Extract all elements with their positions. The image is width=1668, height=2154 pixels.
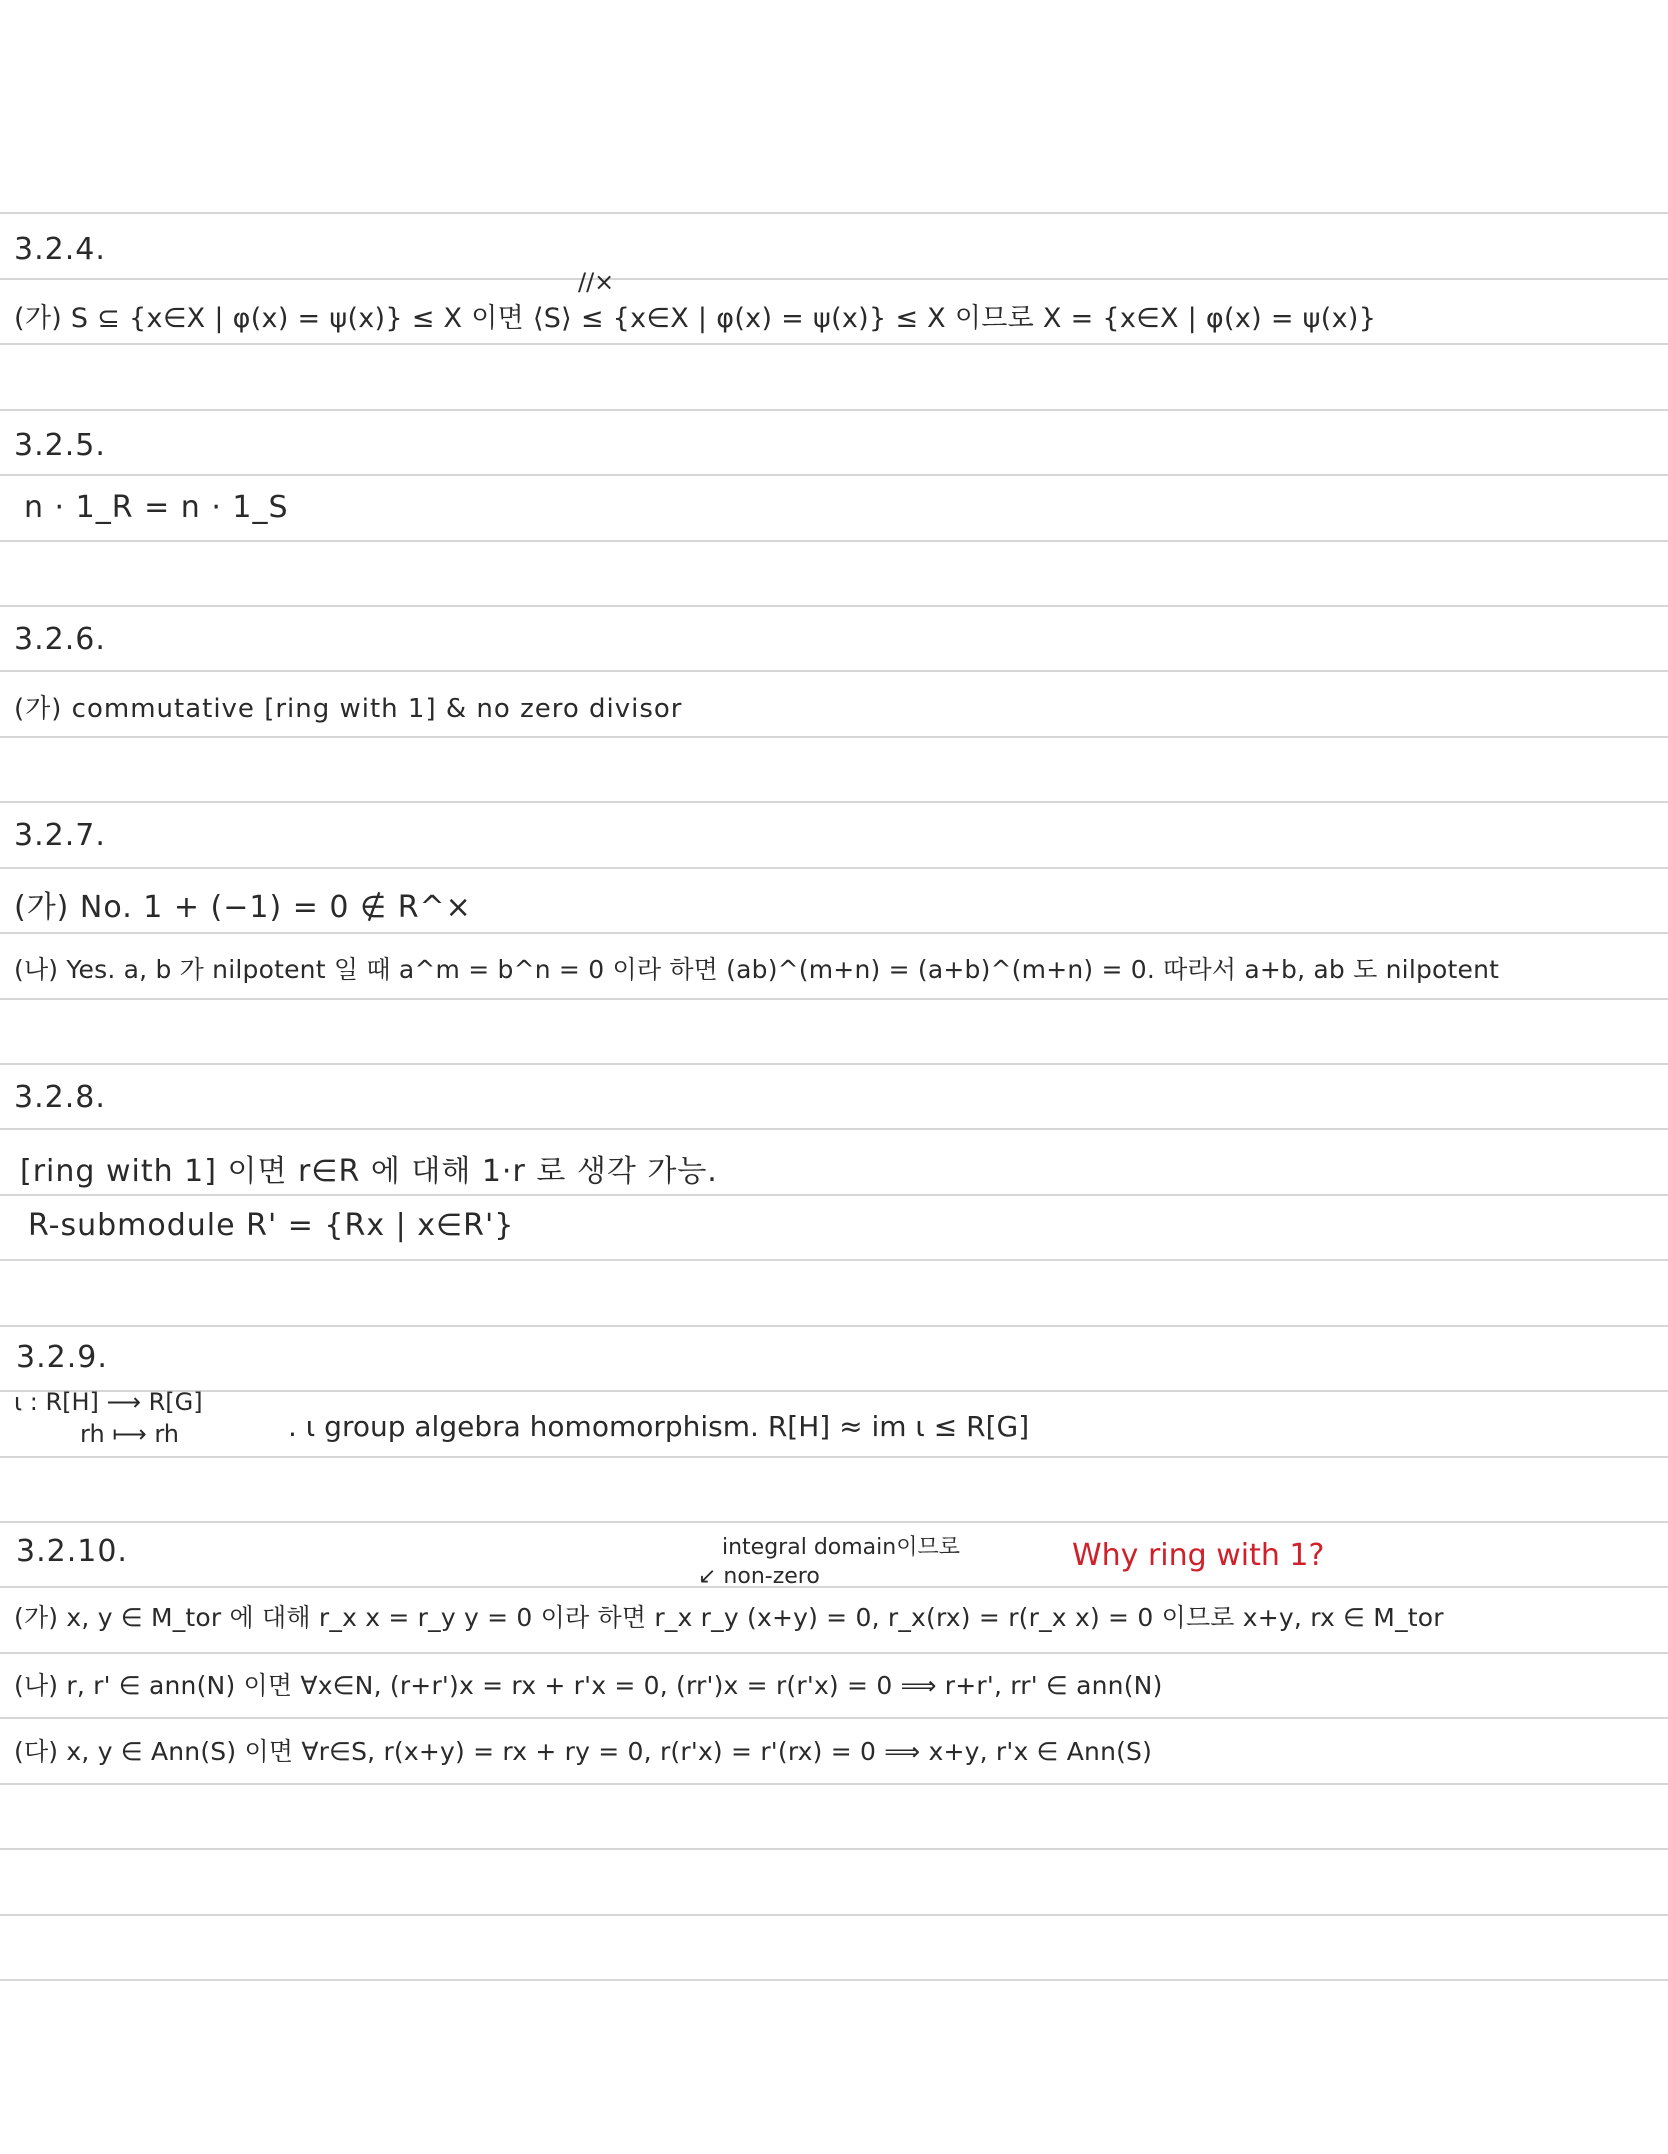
answer-line: (가) x, y ∈ M_tor 에 대해 r_x x = r_y y = 0 이라 하면 r_x r_y (x+y) = 0, r_x(rx) = r(r_x x) = 0 이므로 x+y, rx ∈ M_tor — [14, 1603, 1444, 1632]
section-heading-3-2-10: 3.2.10. — [16, 1534, 128, 1569]
ruled-line — [0, 1521, 1668, 1523]
margin-note: integral domain이므로 — [722, 1535, 960, 1560]
answer-line: n · 1_R = n · 1_S — [24, 490, 289, 525]
answer-line: (다) x, y ∈ Ann(S) 이면 ∀r∈S, r(x+y) = rx + ry = 0, r(r'x) = r'(rx) = 0 ⟹ x+y, r'x ∈ Ann(S) — [14, 1737, 1153, 1766]
ruled-line — [0, 1586, 1668, 1588]
question-annotation: Why ring with 1? — [1072, 1538, 1325, 1573]
ruled-line — [0, 1390, 1668, 1392]
section-heading-3-2-5: 3.2.5. — [14, 428, 106, 463]
answer-line: (가) S ⊆ {x∈X | φ(x) = ψ(x)} ≤ X 이면 ⟨S⟩ ≤ {x∈X | φ(x) = ψ(x)} ≤ X 이므로 X = {x∈X | φ(x) = ψ(x)} — [14, 303, 1377, 334]
ruled-line — [0, 1979, 1668, 1981]
answer-line: (가) No. 1 + (−1) = 0 ∉ R^× — [14, 890, 472, 925]
ruled-line — [0, 1456, 1668, 1458]
ruled-line — [0, 867, 1668, 869]
map-definition: ι : R[H] ⟶ R[G] — [14, 1388, 203, 1416]
ruled-line — [0, 278, 1668, 280]
ruled-line — [0, 605, 1668, 607]
ruled-line — [0, 1848, 1668, 1850]
ruled-line — [0, 474, 1668, 476]
ruled-line — [0, 670, 1668, 672]
ruled-line — [0, 1063, 1668, 1065]
section-heading-3-2-7: 3.2.7. — [14, 818, 106, 853]
ruled-line — [0, 1128, 1668, 1130]
ruled-line — [0, 1325, 1668, 1327]
answer-line: (나) Yes. a, b 가 nilpotent 일 때 a^m = b^n = 0 이라 하면 (ab)^(m+n) = (a+b)^(m+n) = 0. 따라서 a+b, ab 도 nilpotent — [14, 955, 1500, 984]
answer-line: [ring with 1] 이면 r∈R 에 대해 1·r 로 생각 가능. — [20, 1154, 718, 1189]
ruled-line — [0, 1914, 1668, 1916]
section-heading-3-2-4: 3.2.4. — [14, 232, 106, 267]
map-rule: rh ⟼ rh — [80, 1420, 179, 1448]
answer-line: (가) commutative [ring with 1] & no zero divisor — [14, 694, 683, 724]
section-heading-3-2-6: 3.2.6. — [14, 622, 106, 657]
section-heading-3-2-8: 3.2.8. — [14, 1080, 106, 1115]
answer-line: . ι group algebra homomorphism. R[H] ≈ im ι ≤ R[G] — [288, 1410, 1030, 1443]
answer-line: (나) r, r' ∈ ann(N) 이면 ∀x∈N, (r+r')x = rx + r'x = 0, (rr')x = r(r'x) = 0 ⟹ r+r', rr' ∈ ann(N) — [14, 1671, 1163, 1700]
answer-line: R-submodule R' = {Rx | x∈R'} — [28, 1208, 515, 1243]
ruled-line — [0, 409, 1668, 411]
section-heading-3-2-9: 3.2.9. — [16, 1340, 108, 1375]
strike-mark: //× — [578, 268, 615, 296]
ruled-line — [0, 212, 1668, 214]
margin-note: ↙ non-zero — [698, 1564, 820, 1589]
ruled-line — [0, 801, 1668, 803]
